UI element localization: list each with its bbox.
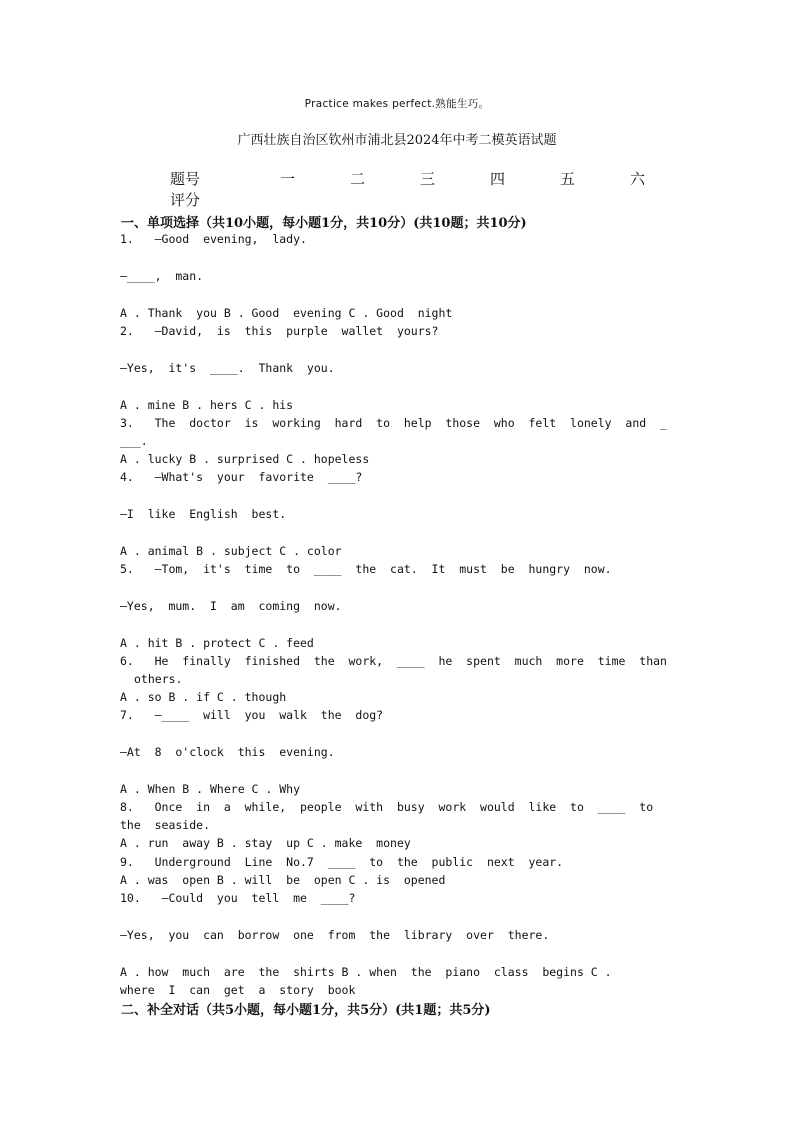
question-line: 8. Once in a while, people with busy work would like to ____ to	[120, 800, 654, 814]
question-line: —____, man.	[120, 269, 204, 283]
score-table-header-row	[170, 168, 690, 188]
question-line: A . how much are the shirts B . when the piano class begins C .	[120, 965, 612, 979]
score-column-3: 三	[420, 170, 436, 188]
question-line: ___.	[120, 434, 148, 448]
question-line: 7. —____ will you walk the dog?	[120, 708, 384, 722]
question-line: 9. Underground Line No.7 ____ to the public next year.	[120, 855, 564, 869]
question-line: 10. —Could you tell me ____?	[120, 891, 356, 905]
question-line: —Yes, mum. I am coming now.	[120, 599, 342, 613]
page-motto: Practice makes perfect.熟能生巧。	[304, 98, 490, 110]
question-line: 3. The doctor is working hard to help those who felt lonely and _	[120, 416, 667, 430]
question-line: A . When B . Where C . Why	[120, 782, 301, 796]
question-line: A . was open B . will be open C . is opened	[120, 873, 446, 887]
question-line: 5. —Tom, it's time to ____ the cat. It must be hungry now.	[120, 562, 612, 576]
question-line: A . lucky B . surprised C . hopeless	[120, 452, 370, 466]
question-line: A . run away B . stay up C . make money	[120, 836, 411, 850]
question-line: A . animal B . subject C . color	[120, 544, 342, 558]
score-column-2: 二	[350, 170, 366, 188]
question-line: A . mine B . hers C . his	[120, 398, 294, 412]
question-line: 2. —David, is this purple wallet yours?	[120, 324, 439, 338]
question-line: —Yes, it's ____. Thank you.	[120, 361, 335, 375]
exam-title: 广西壮族自治区钦州市浦北县2024年中考二模英语试题	[237, 133, 557, 148]
question-line: 4. —What's your favorite ____?	[120, 470, 363, 484]
section-1-heading: 一、单项选择（共10小题，每小题1分，共10分）(共10题；共10分)	[121, 216, 527, 231]
score-column-5: 五	[560, 170, 576, 188]
question-line: others.	[134, 672, 183, 686]
score-column-1: 一	[280, 170, 296, 188]
question-line: 6. He finally finished the work, ____ he spent much more time than	[120, 654, 667, 668]
question-line: the seaside.	[120, 818, 211, 832]
score-column-4: 四	[490, 170, 506, 188]
question-line: —Yes, you can borrow one from the library over there.	[120, 928, 550, 942]
score-row-label-2: 评分	[170, 191, 201, 209]
score-row-label: 题号	[170, 170, 201, 188]
question-line: A . Thank you B . Good evening C . Good night	[120, 306, 453, 320]
question-line: where I can get a story book	[120, 983, 356, 997]
question-line: —I like English best.	[120, 507, 287, 521]
score-column-6: 六	[630, 170, 646, 188]
section-2-heading: 二、补全对话（共5小题，每小题1分，共5分）(共1题；共5分)	[121, 1003, 491, 1018]
question-line: A . so B . if C . though	[120, 690, 287, 704]
question-line: —At 8 o'clock this evening.	[120, 745, 335, 759]
question-line: 1. —Good evening, lady.	[120, 232, 307, 246]
question-line: A . hit B . protect C . feed	[120, 636, 314, 650]
